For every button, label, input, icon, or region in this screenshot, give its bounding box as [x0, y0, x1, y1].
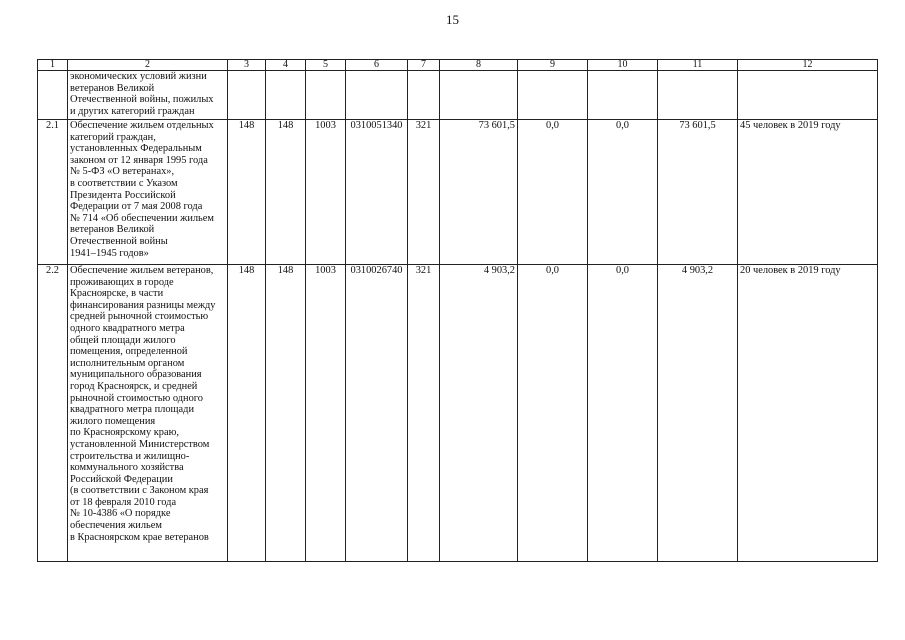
cell-col5: 1003 — [306, 265, 346, 562]
cell-col6: 0310051340 — [346, 120, 408, 265]
cell-col4: 148 — [266, 120, 306, 265]
cell-col11 — [658, 71, 738, 120]
header-cell: 4 — [266, 60, 306, 71]
row-description: экономических условий жизни ветеранов Великой Отечественной войны, пожилых и других категорий граждан — [68, 71, 228, 120]
row-number — [38, 71, 68, 120]
cell-col3: 148 — [228, 120, 266, 265]
table-header-row — [38, 60, 878, 71]
table-row — [38, 120, 878, 265]
row-description: Обеспечение жильем отдельных категорий граждан, установленных Федеральным законом от 12 января 1995 года № 5-ФЗ «О ветеранах», в соответствии с Указом Президента Российской Федерации от 7 мая 2008 года № 714 «Об обеспечении жильем ветеранов Великой Отечественной войны 1941–1945 годов» — [68, 120, 228, 265]
cell-col11: 4 903,2 — [658, 265, 738, 562]
header-cell: 12 — [738, 60, 878, 71]
header-cell: 9 — [518, 60, 588, 71]
row-number: 2.2 — [38, 265, 68, 562]
row-description: Обеспечение жильем ветеранов, проживающих в городе Красноярске, в части финансирования разницы между средней рыночной стоимостью одного квадратного метра общей площади жилого помещения, определенной исполнительным органом муниципального образования город Красноярск, и средней рыночной стоимостью одного квадратного метра площади жилого помещения по Красноярскому краю, установленной Министерством строительства и жилищно- коммунального хозяйства Российской Федерации (в соответствии с Законом края от 18 февраля 2010 года № 10-4386 «О порядке обеспечения жильем в Красноярском крае ветеранов — [68, 265, 228, 562]
cell-col6: 0310026740 — [346, 265, 408, 562]
cell-col7 — [408, 71, 440, 120]
cell-col5 — [306, 71, 346, 120]
cell-col11: 73 601,5 — [658, 120, 738, 265]
header-cell: 3 — [228, 60, 266, 71]
cell-col9: 0,0 — [518, 265, 588, 562]
budget-table — [37, 59, 878, 562]
cell-col7: 321 — [408, 120, 440, 265]
cell-col9 — [518, 71, 588, 120]
header-cell: 7 — [408, 60, 440, 71]
cell-col8: 73 601,5 — [440, 120, 518, 265]
cell-col10: 0,0 — [588, 265, 658, 562]
cell-col12: 45 человек в 2019 году — [738, 120, 878, 265]
cell-col12: 20 человек в 2019 году — [738, 265, 878, 562]
cell-col12 — [738, 71, 878, 120]
cell-col8 — [440, 71, 518, 120]
cell-col3 — [228, 71, 266, 120]
header-cell: 6 — [346, 60, 408, 71]
cell-col8: 4 903,2 — [440, 265, 518, 562]
table-row — [38, 265, 878, 562]
cell-col4: 148 — [266, 265, 306, 562]
header-cell: 8 — [440, 60, 518, 71]
page-number: 15 — [446, 12, 459, 27]
header-cell: 1 — [38, 60, 68, 71]
cell-col10 — [588, 71, 658, 120]
header-cell: 5 — [306, 60, 346, 71]
table-row — [38, 71, 878, 120]
cell-col9: 0,0 — [518, 120, 588, 265]
header-cell: 2 — [68, 60, 228, 71]
header-cell: 11 — [658, 60, 738, 71]
cell-col3: 148 — [228, 265, 266, 562]
cell-col7: 321 — [408, 265, 440, 562]
cell-col4 — [266, 71, 306, 120]
header-cell: 10 — [588, 60, 658, 71]
cell-col10: 0,0 — [588, 120, 658, 265]
row-number: 2.1 — [38, 120, 68, 265]
cell-col5: 1003 — [306, 120, 346, 265]
cell-col6 — [346, 71, 408, 120]
